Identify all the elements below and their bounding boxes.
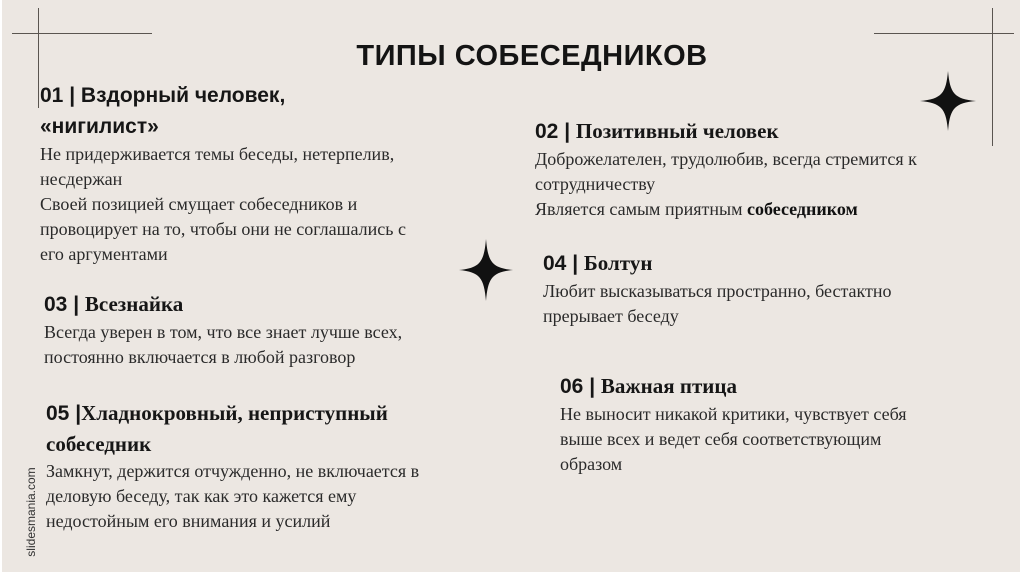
item-05-text-line1: Замкнут, держится отчужденно, не включается в — [46, 461, 420, 481]
item-05-text-line3: недостойным его внимания и усилий — [46, 511, 331, 531]
top-right-horizontal-line — [874, 33, 1014, 34]
item-02-text-line3-bold: собеседником — [746, 199, 858, 219]
item-05-name-line1: Хладнокровный, неприступный — [81, 401, 388, 425]
item-01-description — [40, 142, 510, 267]
item-03-text-line2: постоянно включается в любой разговор — [44, 347, 356, 367]
item-01-separator: | — [63, 84, 81, 107]
item-02 — [535, 116, 1005, 222]
item-04-number: 04 — [543, 252, 567, 275]
item-06-separator: | — [583, 375, 601, 398]
sparkle-star-icon-center — [459, 239, 513, 301]
item-04-heading — [543, 248, 1003, 279]
item-02-name: Позитивный человек — [575, 119, 779, 143]
item-03-heading — [44, 289, 504, 320]
item-03-text-line1: Всегда уверен в том, что все знает лучше всех, — [44, 322, 403, 342]
page-title: ТИПЫ СОБЕСЕДНИКОВ — [356, 40, 708, 72]
item-02-description — [535, 147, 1005, 222]
item-06-heading — [560, 371, 1000, 402]
item-06-name: Важная птица — [600, 374, 737, 398]
item-02-text-line2: сотрудничеству — [535, 174, 656, 194]
item-04 — [543, 248, 1003, 329]
item-03 — [44, 289, 504, 370]
item-01-text-line5: его аргументами — [40, 244, 168, 264]
item-01-text-line2: несдержан — [40, 169, 123, 189]
item-05 — [46, 398, 516, 534]
sparkle-star-icon-top-right — [920, 71, 976, 131]
item-02-text-line1: Доброжелателен, трудолюбив, всегда стремится к — [535, 149, 917, 169]
item-06-description — [560, 402, 1000, 477]
item-03-name: Всезнайка — [84, 292, 184, 316]
item-04-text-line1: Любит высказываться пространно, бестактно — [543, 281, 892, 301]
item-05-heading — [46, 398, 516, 459]
watermark: slidesmania.com — [24, 467, 38, 557]
item-01-name-line1: Вздорный человек, — [80, 84, 286, 107]
item-01 — [40, 80, 510, 267]
item-05-number: 05 — [46, 402, 70, 425]
item-05-description — [46, 459, 516, 534]
slide — [2, 0, 1020, 572]
top-left-horizontal-line — [12, 33, 152, 34]
item-06-text-line2: выше всех и ведет себя соответствующим — [560, 429, 882, 449]
item-01-text-line3: Своей позицией смущает собеседников и — [40, 194, 358, 214]
item-01-text-line1: Не придерживается темы беседы, нетерпелив, — [40, 144, 395, 164]
item-06 — [560, 371, 1000, 477]
item-05-name-line2: собеседник — [46, 432, 152, 456]
item-04-name: Болтун — [583, 251, 653, 275]
item-06-number: 06 — [560, 375, 584, 398]
item-01-name-line2: «нигилист» — [40, 115, 159, 138]
item-04-separator: | — [566, 252, 584, 275]
item-02-number: 02 — [535, 120, 559, 143]
item-06-text-line1: Не выносит никакой критики, чувствует себя — [560, 404, 907, 424]
item-05-text-line2: деловую беседу, так как это кажется ему — [46, 486, 357, 506]
item-06-text-line3: образом — [560, 454, 623, 474]
item-04-text-line2: прерывает беседу — [543, 306, 679, 326]
item-01-text-line4: провоцирует на то, чтобы они не соглашались с — [40, 219, 406, 239]
item-01-number: 01 — [40, 84, 64, 107]
item-02-separator: | — [558, 120, 576, 143]
item-02-text-line3: Является самым приятным — [535, 199, 747, 219]
item-03-number: 03 — [44, 293, 68, 316]
item-03-separator: | — [67, 293, 85, 316]
item-03-description — [44, 320, 504, 370]
item-04-description — [543, 279, 1003, 329]
item-01-heading — [40, 80, 510, 142]
item-05-separator: | — [69, 402, 82, 425]
